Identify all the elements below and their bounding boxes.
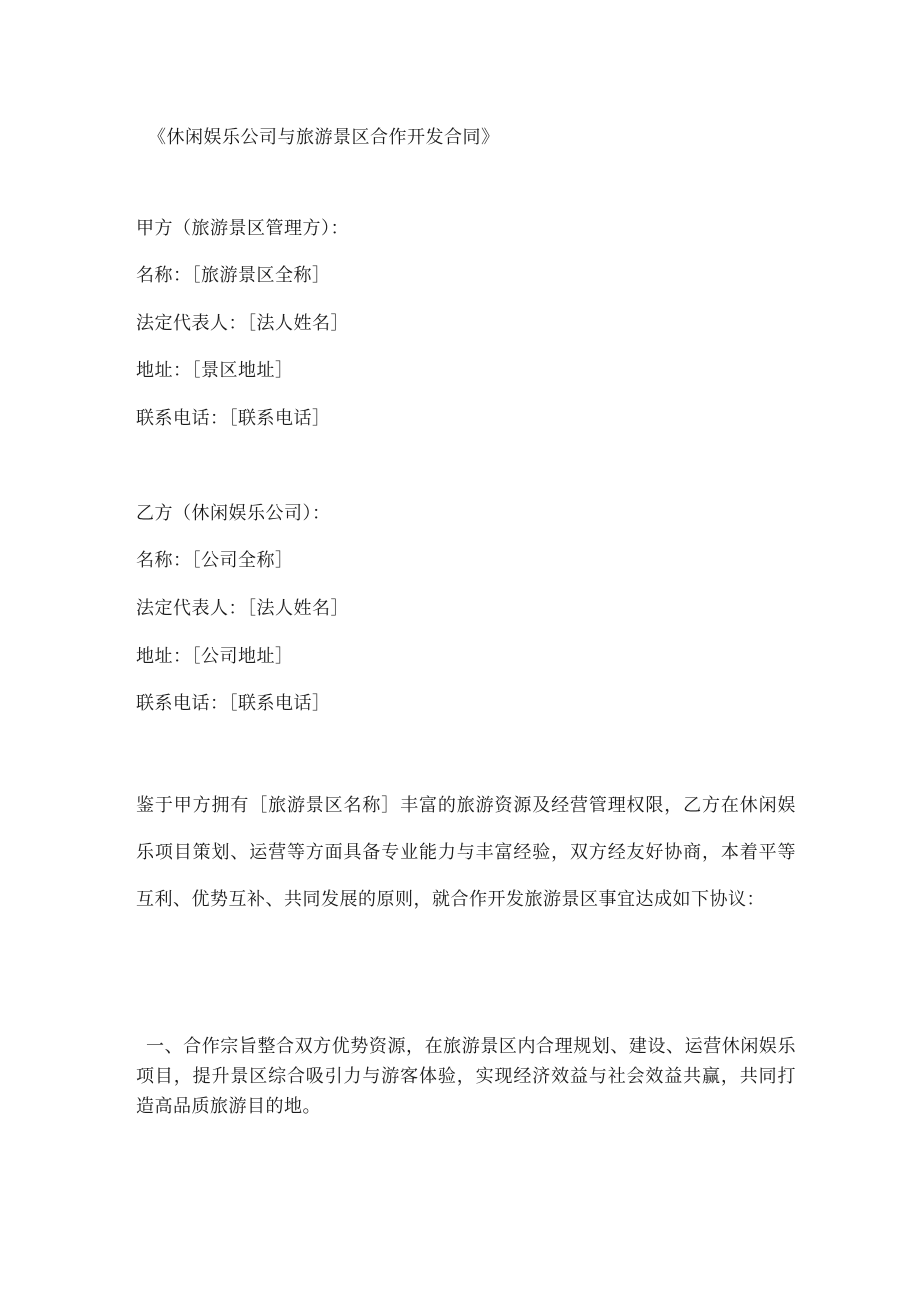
party-a-name: 名称：［旅游景区全称］ bbox=[136, 265, 331, 286]
document-title: 《休闲娱乐公司与旅游景区合作开发合同》 bbox=[148, 127, 500, 148]
preamble-paragraph: 鉴于甲方拥有［旅游景区名称］丰富的旅游资源及经营管理权限，乙方在休闲娱乐项目策划、运营等方面具备专业能力与丰富经验，双方经友好协商，本着平等互利、优势互补、共同发展的原则，就合作开发旅游景区事宜达成如下协议： bbox=[136, 795, 796, 910]
party-b-heading: 乙方（休闲娱乐公司）： bbox=[136, 503, 331, 524]
party-b-name: 名称：［公司全称］ bbox=[136, 550, 294, 571]
party-b-address: 地址：［公司地址］ bbox=[136, 646, 294, 667]
party-a-representative: 法定代表人：［法人姓名］ bbox=[136, 313, 349, 334]
party-b-phone: 联系电话：［联系电话］ bbox=[136, 693, 331, 714]
party-a-heading: 甲方（旅游景区管理方）： bbox=[136, 218, 349, 239]
section-1-paragraph: 一、合作宗旨整合双方优势资源，在旅游景区内合理规划、建设、运营休闲娱乐项目，提升景区综合吸引力与游客体验，实现经济效益与社会效益共赢，共同打造高品质旅游目的地。 bbox=[136, 1036, 796, 1117]
party-b-representative: 法定代表人：［法人姓名］ bbox=[136, 598, 349, 619]
party-a-address: 地址：［景区地址］ bbox=[136, 360, 294, 381]
party-a-phone: 联系电话：［联系电话］ bbox=[136, 408, 331, 429]
